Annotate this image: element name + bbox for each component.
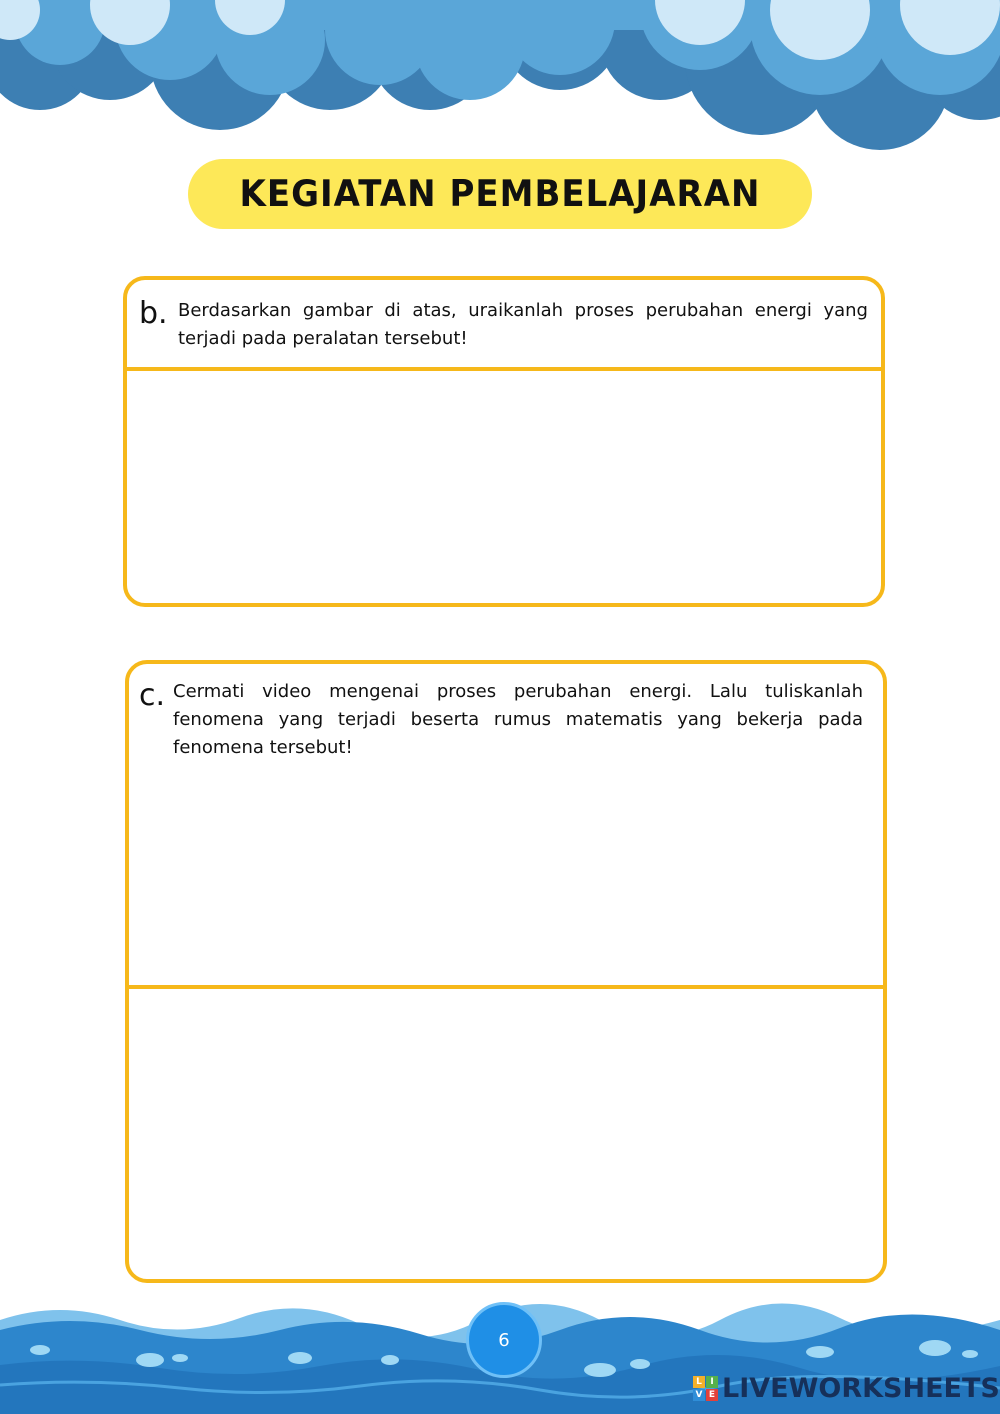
question-card-b bbox=[123, 276, 885, 607]
answer-input-b[interactable] bbox=[133, 377, 875, 595]
divider-line bbox=[129, 985, 883, 989]
title-banner bbox=[188, 159, 812, 229]
divider-line bbox=[127, 367, 881, 371]
page-number-badge bbox=[466, 1302, 542, 1378]
question-prompt: Berdasarkan gambar di atas, uraikanlah proses perubahan energi yang terjadi pada peralatan tersebut! bbox=[178, 300, 868, 349]
question-letter: c. bbox=[139, 678, 166, 713]
brand-icon bbox=[693, 1376, 718, 1401]
answer-input-c[interactable] bbox=[135, 996, 877, 1269]
clouds-decoration bbox=[0, 0, 1000, 160]
brand-letter: I bbox=[706, 1376, 718, 1388]
brand-letter: L bbox=[693, 1376, 705, 1388]
page-number: 6 bbox=[498, 1329, 510, 1351]
brand-name: LIVEWORKSHEETS bbox=[722, 1372, 1000, 1404]
question-prompt: Cermati video mengenai proses perubahan energi. Lalu tuliskanlah fenomena yang terjadi beserta rumus matematis yang bekerja pada fenomena tersebut! bbox=[173, 681, 863, 758]
liveworksheets-logo bbox=[693, 1370, 1000, 1406]
question-letter: b. bbox=[139, 296, 168, 331]
question-card-c bbox=[125, 660, 887, 1283]
brand-letter: E bbox=[706, 1389, 718, 1401]
page-title: KEGIATAN PEMBELAJARAN bbox=[239, 172, 761, 216]
brand-letter: V bbox=[693, 1389, 705, 1401]
